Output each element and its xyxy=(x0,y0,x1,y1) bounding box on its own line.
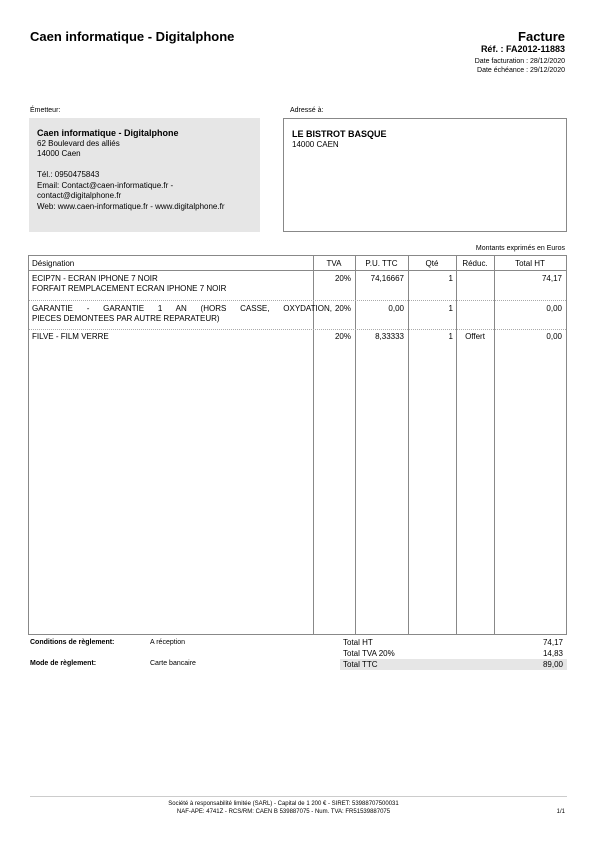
row-unit-price: 8,33333 xyxy=(375,332,404,341)
header-designation: Désignation xyxy=(32,259,75,268)
table-row xyxy=(29,301,566,330)
payment-mode xyxy=(30,660,96,667)
total-ttc-value: 89,00 xyxy=(542,660,563,669)
total-ht-value: 74,17 xyxy=(542,638,563,647)
total-tva-label: Total TVA 20% xyxy=(343,649,395,658)
payment-mode-value: Carte bancaire xyxy=(150,660,196,667)
payment-terms-value: A réception xyxy=(150,639,186,646)
row-unit-price: 0,00 xyxy=(388,304,404,313)
sender-name: Caen informatique - Digitalphone xyxy=(37,128,179,138)
row-total: 0,00 xyxy=(546,332,562,341)
row-quantity: 1 xyxy=(448,332,453,341)
total-ttc-label: Total TTC xyxy=(343,660,378,669)
row-tva: 20% xyxy=(334,304,351,313)
sender-label: Émetteur: xyxy=(30,107,61,114)
footer-divider xyxy=(30,796,567,797)
due-date: Date échéance : 29/12/2020 xyxy=(477,66,565,74)
currency-note: Montants exprimés en Euros xyxy=(475,245,565,252)
sender-phone: Tél.: 0950475843 xyxy=(37,170,100,180)
sender-email: Email: Contact@caen-informatique.fr - xyxy=(37,180,174,190)
row-designation-line: ECIP7N - ECRAN IPHONE 7 NOIR xyxy=(32,274,158,283)
payment-terms xyxy=(30,639,114,646)
recipient-name: LE BISTROT BASQUE xyxy=(292,129,387,139)
recipient-box xyxy=(283,118,567,232)
header-unit-price: P.U. TTC xyxy=(365,259,398,268)
invoice-dates xyxy=(475,58,565,75)
row-designation-line: PIECES DEMONTEES PAR AUTRE REPARATEUR) xyxy=(32,314,220,323)
row-tva: 20% xyxy=(334,274,351,283)
recipient-address: 14000 CAEN xyxy=(292,139,339,149)
row-quantity: 1 xyxy=(448,274,453,283)
page-number: 1/1 xyxy=(556,809,565,815)
row-designation xyxy=(32,304,332,324)
table-header xyxy=(29,256,566,271)
footer-legal-line: NAF-APE: 4741Z - RCS/RM: CAEN B 539887075 - Num. TVA: FR51539887075 xyxy=(176,809,391,815)
total-tva-line xyxy=(340,648,567,659)
header-total: Total HT xyxy=(515,259,545,268)
header-discount: Réduc. xyxy=(462,259,488,268)
row-unit-price: 74,16667 xyxy=(370,274,404,283)
row-designation-line: GARANTIE - GARANTIE 1 AN (HORS CASSE, OXYDATION, xyxy=(32,304,332,313)
row-designation-line: FILVE - FILM VERRE xyxy=(32,332,109,341)
invoice-date: Date facturation : 28/12/2020 xyxy=(474,58,565,65)
document-title: Facture xyxy=(518,29,565,44)
header-tva: TVA xyxy=(326,259,342,268)
line-items-table xyxy=(28,255,567,635)
footer-legal-line: Société à responsabilité limitée (SARL) - Capital de 1 200 € - SIRET: 53988707500031 xyxy=(168,801,399,807)
row-quantity: 1 xyxy=(448,304,453,313)
row-designation-line: FORFAIT REMPLACEMENT ECRAN IPHONE 7 NOIR xyxy=(32,284,227,293)
header-quantity: Qté xyxy=(425,259,439,268)
sender-city: 14000 Caen xyxy=(37,149,81,159)
total-ht-label: Total HT xyxy=(343,638,373,647)
sender-web: Web: www.caen-informatique.fr - www.digitalphone.fr xyxy=(37,202,225,212)
total-tva-value: 14,83 xyxy=(542,649,563,658)
row-discount: Offert xyxy=(465,332,485,341)
table-row xyxy=(29,271,566,301)
totals-block xyxy=(340,637,567,670)
total-ttc-line xyxy=(340,659,567,670)
recipient-label: Adressé à: xyxy=(290,107,324,114)
payment-mode-label: Mode de règlement: xyxy=(30,660,97,667)
sender-address-line: 62 Boulevard des alliés xyxy=(37,138,120,148)
payment-terms-label: Conditions de règlement: xyxy=(30,639,115,646)
sender-box xyxy=(29,118,260,232)
sender-email-2: contact@digitalphone.fr xyxy=(37,191,122,201)
total-ht-line xyxy=(340,637,567,648)
table-row xyxy=(29,329,566,347)
row-designation xyxy=(32,332,332,342)
row-total: 74,17 xyxy=(541,274,562,283)
invoice-reference: Réf. : FA2012-11883 xyxy=(480,44,565,54)
company-title: Caen informatique - Digitalphone xyxy=(30,29,235,44)
row-designation xyxy=(32,274,332,294)
row-total: 0,00 xyxy=(546,304,562,313)
row-tva: 20% xyxy=(334,332,351,341)
